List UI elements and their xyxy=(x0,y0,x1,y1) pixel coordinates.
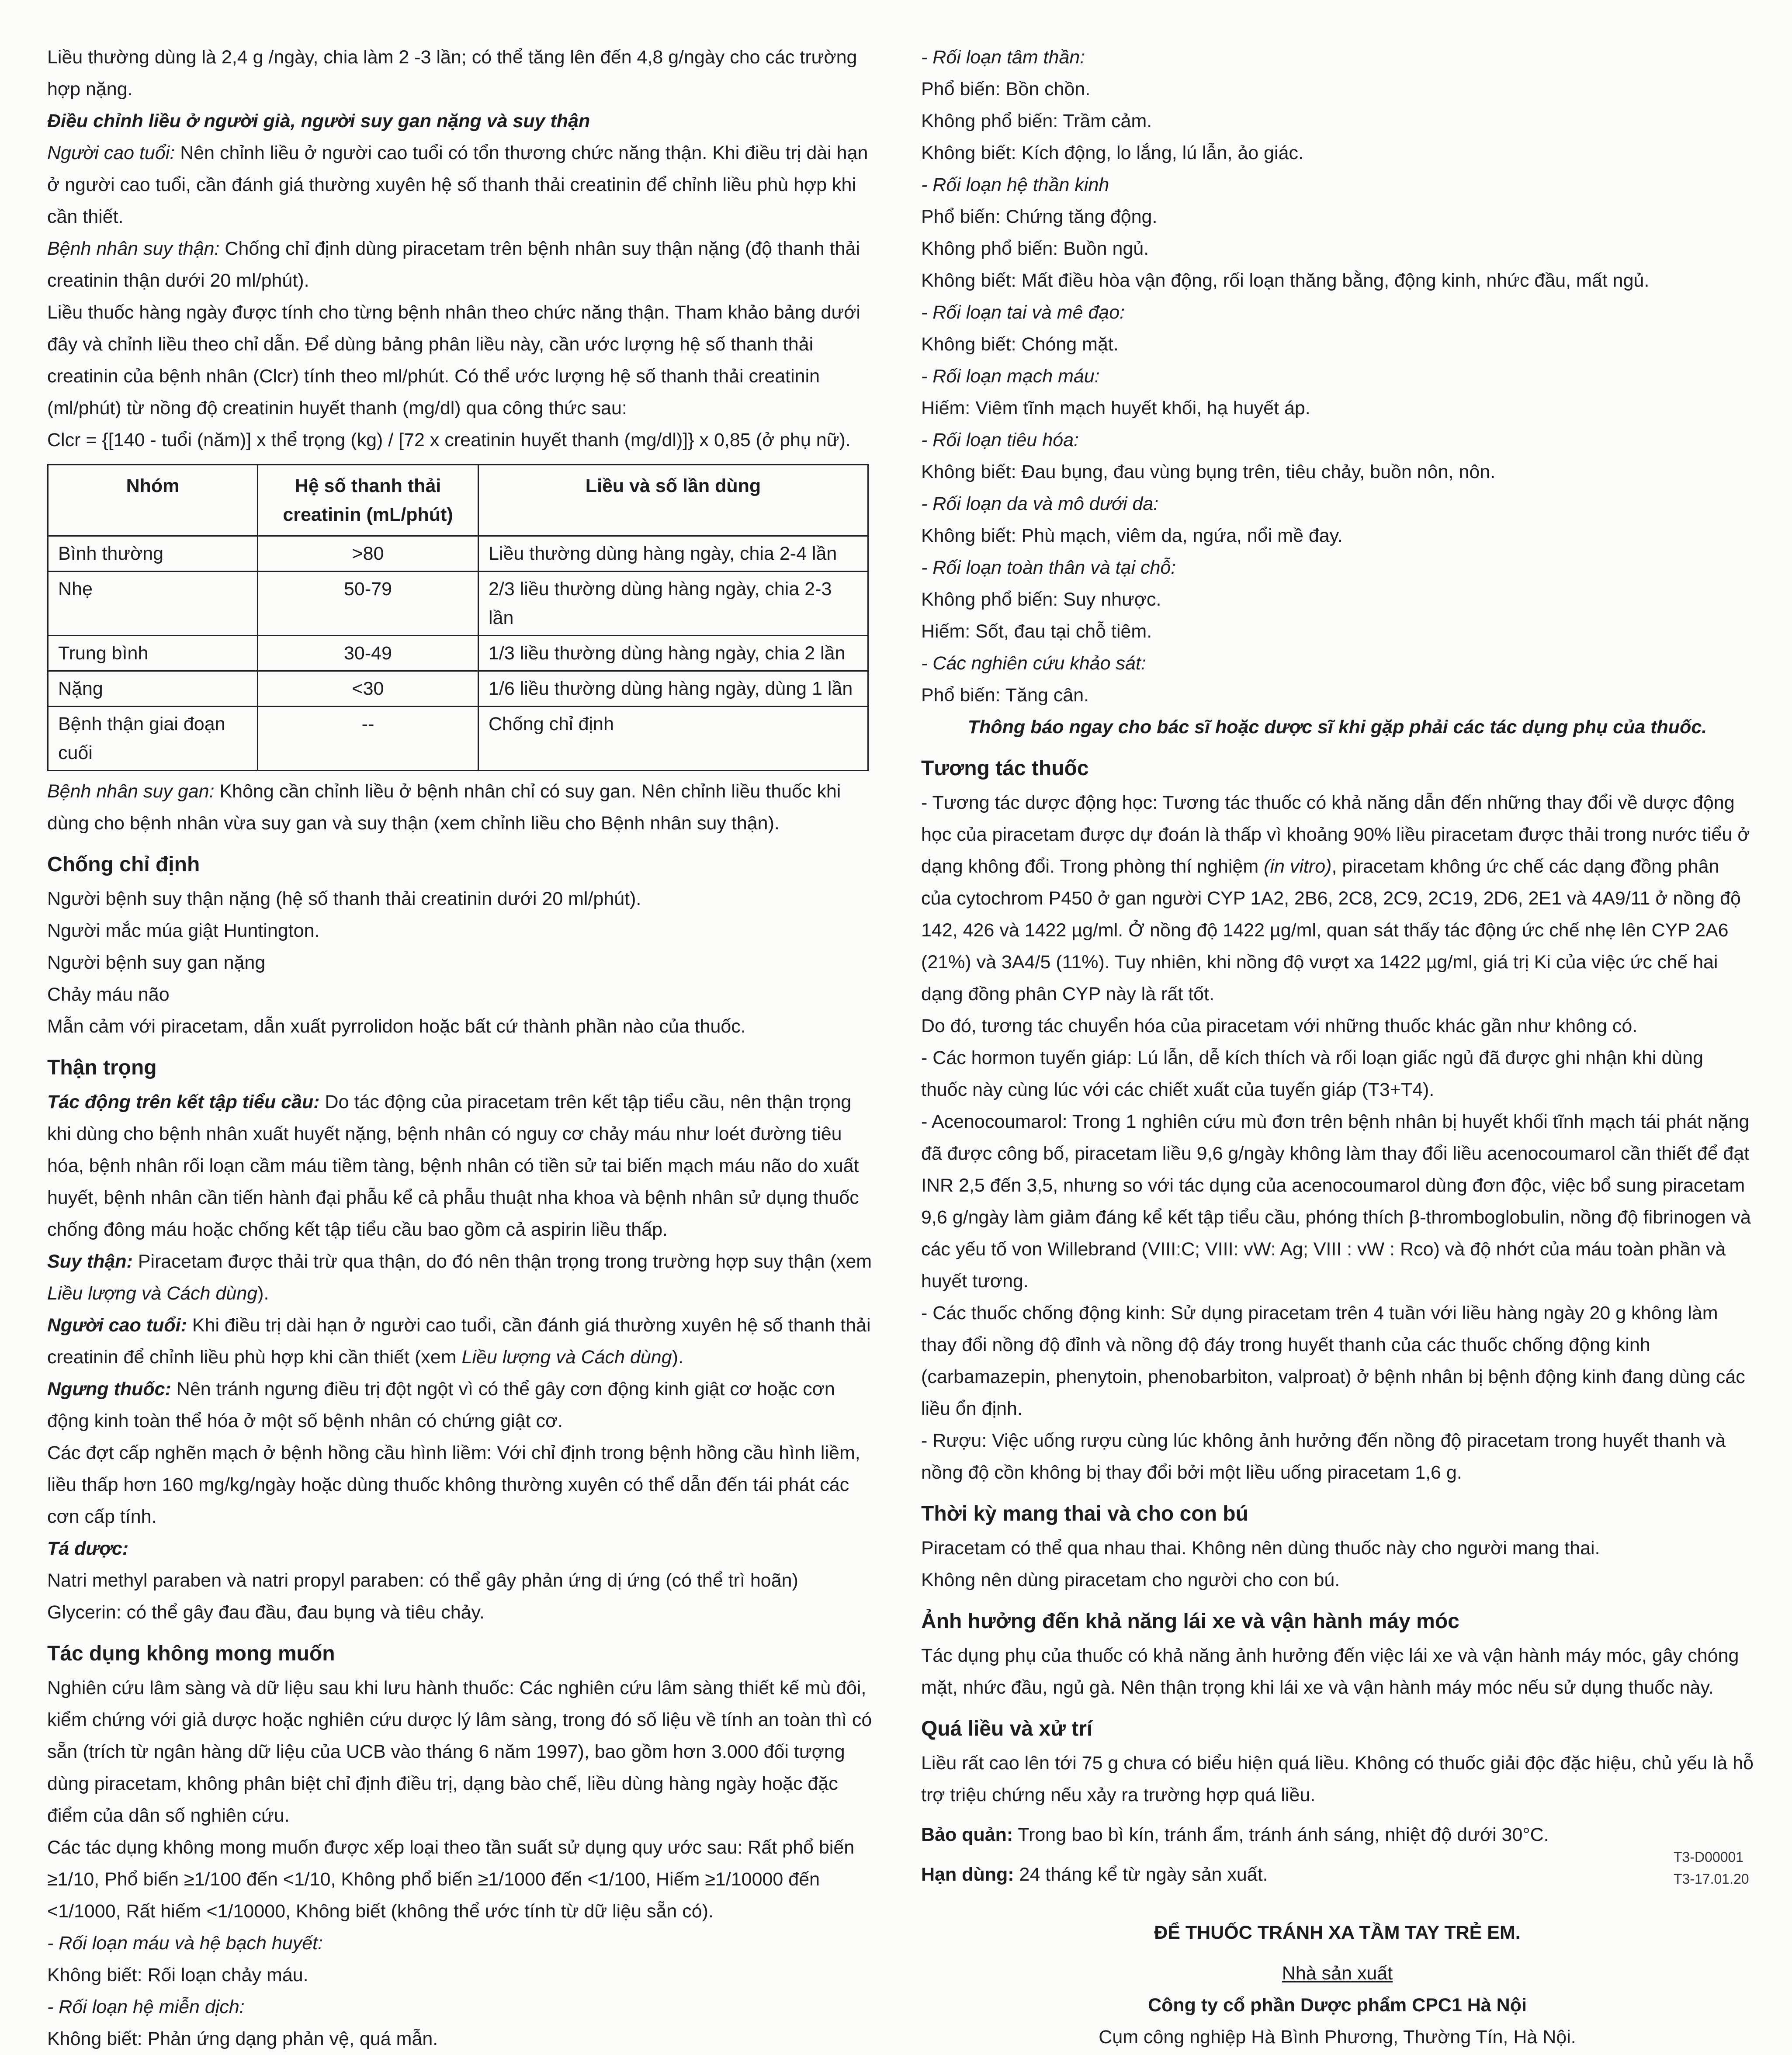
list-item: Piracetam có thể qua nhau thai. Không nên dùng thuốc này cho người mang thai. xyxy=(921,1538,1600,1559)
table-row xyxy=(48,636,868,671)
list-item: Phổ biến: Chứng tăng động. xyxy=(921,206,1158,227)
list-item: Natri methyl paraben và natri propyl paraben: có thể gây phản ứng dị ứng (có thể trì hoãn) xyxy=(47,1570,798,1591)
old-paragraph xyxy=(47,1310,880,1373)
platelet-paragraph xyxy=(47,1086,880,1246)
right-column xyxy=(921,42,1754,2053)
overdose-heading: Quá liều và xử trí xyxy=(921,1717,1093,1740)
pk-interaction-paragraph xyxy=(921,787,1754,1010)
table-row xyxy=(48,572,868,636)
list-item: Chảy máu não xyxy=(47,984,170,1005)
platelet-text: Do tác động của piracetam trên kết tập tiểu cầu, nên thận trọng khi dùng cho bệnh nhân xuất huyết nặng, bệnh nhân có nguy cơ chảy máu như loét đường tiêu hóa, bệnh nhân rối loạn cầm máu tiềm tàng, bệnh nhân có tiền sử tai biến mạch máu não do xuất huyết, bệnh nhân cần tiến hành đại phẫu kể cả phẫu thuật nha khoa và bệnh nhân sử dụng thuốc chống đông máu hoặc chống kết tập tiểu cầu bao gồm cả aspirin liều thấp. xyxy=(47,1092,859,1240)
kidney-text: Piracetam được thải trừ qua thận, do đó nên thận trọng trong trường hợp suy thận (xem xyxy=(132,1251,872,1272)
antiepileptic-paragraph: - Các thuốc chống động kinh: Sử dụng piracetam trên 4 tuần với liều hàng ngày 20 g không làm thay đổi nồng độ đỉnh và nồng độ đáy trong huyết thanh của các thuốc chống động kinh (carbamazepin, phenytoin, phenobarbiton, valproat) ở bệnh nhân bị bệnh động kinh đang dùng các liều ổn định. xyxy=(921,1303,1745,1419)
table-cell: 1/3 liều thường dùng hàng ngày, chia 2 lần xyxy=(478,636,868,671)
ear-subheading: - Rối loạn tai và mê đạo: xyxy=(921,302,1125,323)
list-item: Hiếm: Viêm tĩnh mạch huyết khối, hạ huyết áp. xyxy=(921,398,1310,419)
table-cell: Trung bình xyxy=(48,636,258,671)
table-header-row xyxy=(48,465,868,536)
contraindication-heading: Chống chỉ định xyxy=(47,853,200,876)
list-item: Không biết: Kích động, lo lắng, lú lẫn, ảo giác. xyxy=(921,142,1303,163)
old-end: ). xyxy=(672,1347,683,1368)
list-item: Không phổ biến: Trầm cảm. xyxy=(921,111,1152,132)
table-cell: Chống chỉ định xyxy=(478,707,868,771)
table-cell: Nặng xyxy=(48,671,258,707)
immune-subheading: - Rối loạn hệ miễn dịch: xyxy=(47,1996,245,2017)
psych-subheading: - Rối loạn tâm thần: xyxy=(921,47,1085,68)
nerve-subheading: - Rối loạn hệ thần kinh xyxy=(921,174,1109,195)
kidney-paragraph xyxy=(47,1246,880,1310)
table-cell: Bệnh thận giai đoạn cuối xyxy=(48,707,258,771)
list-item: Mẫn cảm với piracetam, dẫn xuất pyrrolidon hoặc bất cứ thành phần nào của thuốc. xyxy=(47,1016,746,1037)
driving-paragraph: Tác dụng phụ của thuốc có khả năng ảnh hưởng đến việc lái xe và vận hành máy móc, gây chóng mặt, nhức đầu, ngủ gà. Nên thận trọng khi lái xe và vận hành máy móc nếu sử dụng thuốc này. xyxy=(921,1645,1739,1698)
list-item: Không biết: Rối loạn chảy máu. xyxy=(47,1965,308,1986)
clcr-formula: Clcr = {[140 - tuổi (năm)] x thể trọng (kg) / [72 x creatinin huyết thanh (mg/dl)]} x 0,85 (ở phụ nữ). xyxy=(47,430,851,451)
old-lead: Người cao tuổi: xyxy=(47,1315,187,1336)
table-row xyxy=(48,671,868,707)
caution-heading: Thận trọng xyxy=(47,1056,157,1079)
pk-text-b: , piracetam không ức chế các dạng đồng phân của cytochrom P450 ở gan người CYP 1A2, 2B6, 2C8, 2C9, 2C19, 2D6, 2E1 và 4A9/11 ở nồng độ 142, 426 và 1422 µg/ml. Ở nồng độ 1422 µg/ml, quan sát thấy tác động ức chế nhẹ lên CYP 2A6 (21%) và 3A4/5 (11%). Tuy nhiên, khi nồng độ vượt xa 1422 µg/ml, giá trị Ki của việc ức chế hai dạng đồng phân CYP này là rất tốt. xyxy=(921,856,1741,1005)
table-cell: 2/3 liều thường dùng hàng ngày, chia 2-3 lần xyxy=(478,572,868,636)
expiry-lead: Hạn dùng: xyxy=(921,1864,1014,1885)
skin-subheading: - Rối loạn da và mô dưới da: xyxy=(921,493,1159,514)
in-vitro-text: (in vitro) xyxy=(1264,856,1332,877)
list-item: Glycerin: có thể gây đau đầu, đau bụng và tiêu chảy. xyxy=(47,1602,485,1623)
list-item: Không biết: Phản ứng dạng phản vệ, quá mẫn. xyxy=(47,2028,438,2049)
kidney-lead: Suy thận: xyxy=(47,1251,133,1272)
list-item: Người bệnh suy gan nặng xyxy=(47,952,266,973)
manufacturer-address: Cụm công nghiệp Hà Bình Phương, Thường Tín, Hà Nội. xyxy=(1099,2027,1576,2048)
document-code xyxy=(1674,1846,1749,1890)
liver-paragraph xyxy=(47,776,880,839)
liver-text: Không cần chỉnh liều ở bệnh nhân chỉ có suy gan. Nên chỉnh liều thuốc khi dùng cho bệnh nhân vừa suy gan và suy thận (xem chỉnh liều cho Bệnh nhân suy thận). xyxy=(47,781,841,834)
elderly-text: Nên chỉnh liều ở người cao tuổi có tổn thương chức năng thận. Khi điều trị dài hạn ở người cao tuổi, cần đánh giá thường xuyên hệ số thanh thải creatinin để chỉnh liều phù hợp khi cần thiết. xyxy=(47,142,868,227)
table-cell: Liều thường dùng hàng ngày, chia 2-4 lần xyxy=(478,536,868,572)
stop-paragraph xyxy=(47,1373,880,1437)
list-item: Không biết: Đau bụng, đau vùng bụng trên, tiêu chảy, buồn nôn, nôn. xyxy=(921,461,1496,482)
elderly-lead: Người cao tuổi: xyxy=(47,142,175,163)
list-item: Không biết: Phù mạch, viêm da, ngứa, nổi mề đay. xyxy=(921,525,1343,546)
table-cell: 1/6 liều thường dùng hàng ngày, dùng 1 lần xyxy=(478,671,868,707)
side-effects-heading: Tác dụng không mong muốn xyxy=(47,1642,335,1665)
manufacturer-name: Công ty cổ phần Dược phẩm CPC1 Hà Nội xyxy=(1148,1995,1527,2016)
table-cell: 30-49 xyxy=(258,636,478,671)
vascular-subheading: - Rối loạn mạch máu: xyxy=(921,366,1100,387)
kidney-end: ). xyxy=(257,1283,269,1304)
sickle-paragraph: Các đợt cấp nghẽn mạch ở bệnh hồng cầu hình liềm: Với chỉ định trong bệnh hồng cầu hình liềm, liều thấp hơn 160 mg/kg/ngày hoặc dùng thuốc không thường xuyên có thể dẫn đến tái phát các cơn cấp tính. xyxy=(47,1442,860,1527)
table-cell: Bình thường xyxy=(48,536,258,572)
storage-lead: Bảo quản: xyxy=(921,1824,1013,1845)
renal-text: Chống chỉ định dùng piracetam trên bệnh nhân suy thận nặng (độ thanh thải creatinin thận dưới 20 ml/phút). xyxy=(47,238,860,291)
excipient-heading: Tá dược: xyxy=(47,1538,129,1559)
list-item: Hiếm: Sốt, đau tại chỗ tiêm. xyxy=(921,621,1152,642)
table-header: Liều và số lần dùng xyxy=(478,465,868,536)
thyroid-paragraph: - Các hormon tuyến giáp: Lú lẫn, dễ kích thích và rối loạn giấc ngủ đã được ghi nhận khi dùng thuốc này cùng lúc với các chiết xuất của tuyến giáp (T3+T4). xyxy=(921,1047,1704,1100)
renal-dose-table xyxy=(47,464,869,771)
table-header: Hệ số thanh thải creatinin (mL/phút) xyxy=(258,465,478,536)
manufacturer-label: Nhà sản xuất xyxy=(1282,1963,1393,1984)
document-code-2: T3-17.01.20 xyxy=(1674,1871,1749,1887)
table-cell: >80 xyxy=(258,536,478,572)
general-subheading: - Rối loạn toàn thân và tại chỗ: xyxy=(921,557,1176,578)
old-text: Khi điều trị dài hạn ở người cao tuổi, cần đánh giá thường xuyên hệ số thanh thải creatinin để chỉnh liều phù hợp khi cần thiết (xem xyxy=(47,1315,871,1368)
investigation-subheading: - Các nghiên cứu khảo sát: xyxy=(921,653,1146,674)
storage-text: Trong bao bì kín, tránh ẩm, tránh ánh sáng, nhiệt độ dưới 30°C. xyxy=(1013,1824,1549,1845)
list-item: Không biết: Mất điều hòa vận động, rối loạn thăng bằng, động kinh, nhức đầu, mất ngủ. xyxy=(921,270,1650,291)
interaction-heading: Tương tác thuốc xyxy=(921,757,1089,780)
renal-paragraph xyxy=(47,233,880,297)
list-item: Không phổ biến: Suy nhược. xyxy=(921,589,1161,610)
renal-lead: Bệnh nhân suy thận: xyxy=(47,238,220,259)
left-column xyxy=(47,42,880,2055)
list-item: Phổ biến: Bồn chồn. xyxy=(921,79,1091,100)
list-item: Không nên dùng piracetam cho người cho con bú. xyxy=(921,1570,1340,1591)
table-cell: -- xyxy=(258,707,478,771)
table-cell: 50-79 xyxy=(258,572,478,636)
alcohol-paragraph: - Rượu: Việc uống rượu cùng lúc không ảnh hưởng đến nồng độ piracetam trong huyết thanh và nồng độ cồn không bị thay đổi bởi một liều uống piracetam 1,6 g. xyxy=(921,1430,1726,1483)
table-row xyxy=(48,536,868,572)
dose-adjust-heading: Điều chỉnh liều ở người già, người suy gan nặng và suy thận xyxy=(47,111,590,132)
platelet-lead: Tác động trên kết tập tiểu cầu: xyxy=(47,1092,320,1112)
table-row xyxy=(48,707,868,771)
list-item: Người bệnh suy thận nặng (hệ số thanh thải creatinin dưới 20 ml/phút). xyxy=(47,888,641,909)
list-item: Không phổ biến: Buồn ngủ. xyxy=(921,238,1149,259)
stop-text: Nên tránh ngưng điều trị đột ngột vì có thể gây cơn động kinh giật cơ hoặc cơn động kinh toàn thể hóa ở một số bệnh nhân có chứng giật cơ. xyxy=(47,1379,835,1431)
frequency-paragraph: Các tác dụng không mong muốn được xếp loại theo tần suất sử dụng quy ước sau: Rất phổ biến ≥1/10, Phổ biến ≥1/100 đến <1/10, Không phổ biến ≥1/1000 đến <1/100, Hiếm ≥1/10000 đến <1/1000, Rất hiếm <1/10000, Không biết (không thể ước tính từ dữ liệu sẵn có). xyxy=(47,1837,855,1922)
side-effects-paragraph: Nghiên cứu lâm sàng và dữ liệu sau khi lưu hành thuốc: Các nghiên cứu lâm sàng thiết kế mù đôi, kiểm chứng với giả dược hoặc nghiên cứu dược lý lâm sàng, trong đó số liệu về tính an toàn thì có sẵn (trích từ ngân hàng dữ liệu của UCB vào tháng 6 năm 1997), bao gồm hơn 3.000 đối tượng dùng piracetam, không phân biệt chỉ định điều trị, dạng bào chế, liều dùng hàng ngày hoặc đặc điểm của dân số nghiên cứu. xyxy=(47,1677,872,1826)
stop-lead: Ngưng thuốc: xyxy=(47,1379,171,1400)
driving-heading: Ảnh hưởng đến khả năng lái xe và vận hành máy móc xyxy=(921,1610,1459,1633)
table-cell: <30 xyxy=(258,671,478,707)
elderly-paragraph xyxy=(47,137,880,233)
dosage-usual: Liều thường dùng là 2,4 g /ngày, chia làm 2 -3 lần; có thể tăng lên đến 4,8 g/ngày cho các trường hợp nặng. xyxy=(47,47,857,100)
overdose-paragraph: Liều rất cao lên tới 75 g chưa có biểu hiện quá liều. Không có thuốc giải độc đặc hiệu, chủ yếu là hỗ trợ triệu chứng nếu xảy ra trường hợp quá liều. xyxy=(921,1753,1754,1805)
expiry-text: 24 tháng kể từ ngày sản xuất. xyxy=(1014,1864,1268,1885)
gi-subheading: - Rối loạn tiêu hóa: xyxy=(921,430,1079,451)
metabolic-paragraph: Do đó, tương tác chuyển hóa của piracetam với những thuốc khác gần như không có. xyxy=(921,1015,1638,1036)
old-ref: Liều lượng và Cách dùng xyxy=(461,1347,672,1368)
notify-doctor-note: Thông báo ngay cho bác sĩ hoặc dược sĩ khi gặp phải các tác dụng phụ của thuốc. xyxy=(967,717,1707,738)
kidney-ref: Liều lượng và Cách dùng xyxy=(47,1283,258,1304)
table-cell: Nhẹ xyxy=(48,572,258,636)
expiry-line xyxy=(921,1859,1754,1891)
blood-subheading: - Rối loạn máu và hệ bạch huyết: xyxy=(47,1933,323,1954)
daily-dose-paragraph: Liều thuốc hàng ngày được tính cho từng bệnh nhân theo chức năng thận. Tham khảo bảng dưới đây và chỉnh liều theo chỉ dẫn. Để dùng bảng phân liều này, cần ước lượng hệ số thanh thải creatinin của bệnh nhân (Clcr) tính theo ml/phút. Có thể ước lượng hệ số thanh thải creatinin (ml/phút) từ nồng độ creatinin huyết thanh (mg/dl) qua công thức sau: xyxy=(47,302,860,419)
pregnancy-heading: Thời kỳ mang thai và cho con bú xyxy=(921,1502,1248,1525)
list-item: Người mắc múa giật Huntington. xyxy=(47,920,320,941)
acenocoumarol-paragraph: - Acenocoumarol: Trong 1 nghiên cứu mù đơn trên bệnh nhân bị huyết khối tĩnh mạch tái phát nặng đã được công bố, piracetam liều 9,6 g/ngày không làm thay đổi liều acenocoumarol cần thiết để đạt INR 2,5 đến 3,5, nhưng so với tác dụng của acenocoumarol dùng đơn độc, việc bổ sung piracetam 9,6 g/ngày làm giảm đáng kể kết tập tiểu cầu, phóng thích β-thromboglobulin, nồng độ fibrinogen và các yếu tố von Willebrand (VIII:C; VIII: vW: Ag; VIII : vW : Rco) và độ nhớt của máu toàn phần và huyết tương. xyxy=(921,1111,1751,1292)
table-header: Nhóm xyxy=(48,465,258,536)
liver-lead: Bệnh nhân suy gan: xyxy=(47,781,215,802)
keep-away-children-note: ĐỂ THUỐC TRÁNH XA TẦM TAY TRẺ EM. xyxy=(1154,1922,1521,1943)
list-item: Phổ biến: Tăng cân. xyxy=(921,685,1089,706)
list-item: Không biết: Chóng mặt. xyxy=(921,334,1119,355)
document-code-1: T3-D00001 xyxy=(1674,1849,1744,1865)
storage-line xyxy=(921,1819,1754,1851)
pk-text-a: - Tương tác dược động học: Tương tác thuốc có khả năng dẫn đến những thay đổi về dược động học của piracetam được dự đoán là thấp vì khoảng 90% liều piracetam được thải trong nước tiểu ở dạng không đổi. Trong phòng thí nghiệm xyxy=(921,792,1750,877)
